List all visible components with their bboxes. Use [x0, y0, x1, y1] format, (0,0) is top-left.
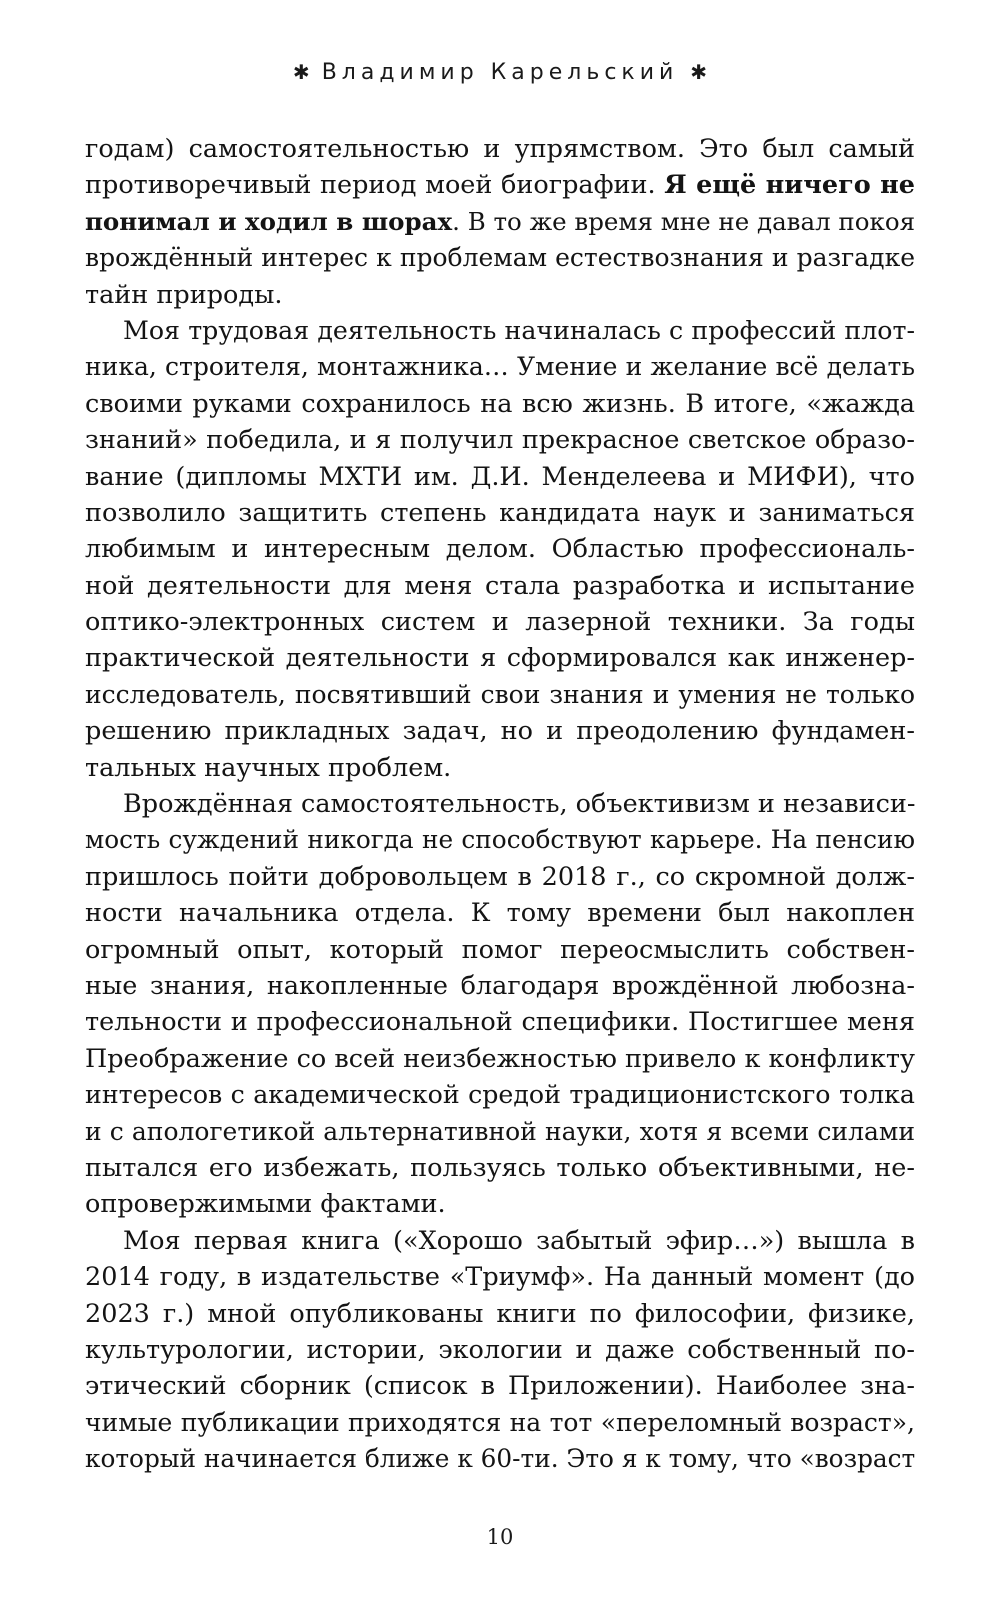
text-line: практической деятельности я сформировался как инженер-: [85, 643, 915, 674]
text-line: решению прикладных задач, но и преодолению фундамен-: [85, 716, 915, 747]
text-line: 2023 г.) мной опубликованы книги по философии, физике,: [85, 1298, 915, 1329]
text-line: пытался его избежать, пользуясь только объективными, не-: [85, 1152, 915, 1183]
text-line: интересов с академической средой традиционистского толка: [85, 1080, 915, 1110]
bold-emphasis: понимал и ходил в шорах: [85, 206, 453, 236]
text-line: опровержимыми фактами.: [85, 1189, 446, 1220]
page-number: 10: [486, 1525, 514, 1549]
ornament-star-icon: ✱: [690, 60, 708, 84]
text-line: и с апологетикой альтернативной науки, хотя я всеми силами: [85, 1116, 915, 1146]
text-line: мость суждений никогда не способствуют карьере. На пенсию: [85, 825, 915, 855]
text-line: этический сборник (список в Приложении). Наиболее зна-: [85, 1371, 915, 1402]
text-line: ной деятельности для меня стала разработка и испытание: [85, 570, 915, 601]
text-line: любимым и интересным делом. Областью профессиональ-: [85, 534, 915, 565]
text-line: 2014 году, в издательстве «Триумф». На данный момент (до: [85, 1262, 915, 1293]
text-line: знаний» победила, и я получил прекрасное светское образо-: [85, 425, 915, 456]
author-name: Владимир Карельский: [321, 60, 679, 85]
text-line: оптико-электронных систем и лазерной техники. За годы: [85, 607, 915, 638]
text-line: Моя первая книга («Хорошо забытый эфир…») вышла в: [123, 1225, 915, 1256]
text-line: ника, строителя, монтажника… Умение и желание всё делать: [85, 352, 915, 382]
bold-emphasis: Я ещё ничего не: [664, 170, 916, 201]
text-line: позволило защитить степень кандидата наук и заниматься: [85, 497, 915, 528]
text-line: огромный опыт, который помог переосмыслить собствен-: [85, 934, 915, 965]
text-line: своими руками сохранилось на всю жизнь. В итоге, «жажда: [85, 388, 915, 419]
text-line: пришлось пойти добровольцем в 2018 г., со скромной долж-: [85, 861, 915, 892]
running-header: [0, 60, 1000, 85]
line-text: противоречивый период моей биографии.: [85, 170, 656, 201]
text-line: Моя трудовая деятельность начиналась с профессий плот-: [123, 315, 915, 345]
text-line: тайн природы.: [85, 279, 283, 310]
text-line: ности начальника отдела. К тому времени был накоплен: [85, 898, 915, 929]
body-text: [85, 131, 915, 1477]
text-line: годам) самостоятельностью и упрямством. Это был самый: [85, 134, 915, 164]
line-text: . В то же время мне не давал покоя: [452, 206, 916, 236]
text-line: культурологии, истории, экологии и даже собственный по-: [85, 1334, 915, 1365]
text-line: исследователь, посвятивший свои знания и умения не только: [85, 679, 915, 709]
text-line: тельности и профессиональной специфики. Постигшее меня: [85, 1007, 915, 1038]
text-line: тальных научных проблем.: [85, 752, 452, 783]
text-line: чимые публикации приходятся на тот «переломный возраст»,: [85, 1407, 915, 1437]
text-line: который начинается ближе к 60-ти. Это я к тому, что «возраст: [85, 1444, 916, 1474]
text-line: Врождённая самостоятельность, объективизм и независи-: [123, 789, 916, 820]
text-line: ные знания, накопленные благодаря врождённой любозна-: [85, 970, 915, 1001]
text-line: Преображение со всей неизбежностью привело к конфликту: [85, 1043, 915, 1074]
text-line: [85, 167, 915, 203]
text-line: [85, 204, 915, 240]
text-line: вание (дипломы МХТИ им. Д.И. Менделеева и МИФИ), что: [85, 461, 915, 492]
ornament-star-icon: ✱: [292, 60, 310, 84]
text-line: врождённый интерес к проблемам естествознания и разгадке: [85, 243, 915, 273]
